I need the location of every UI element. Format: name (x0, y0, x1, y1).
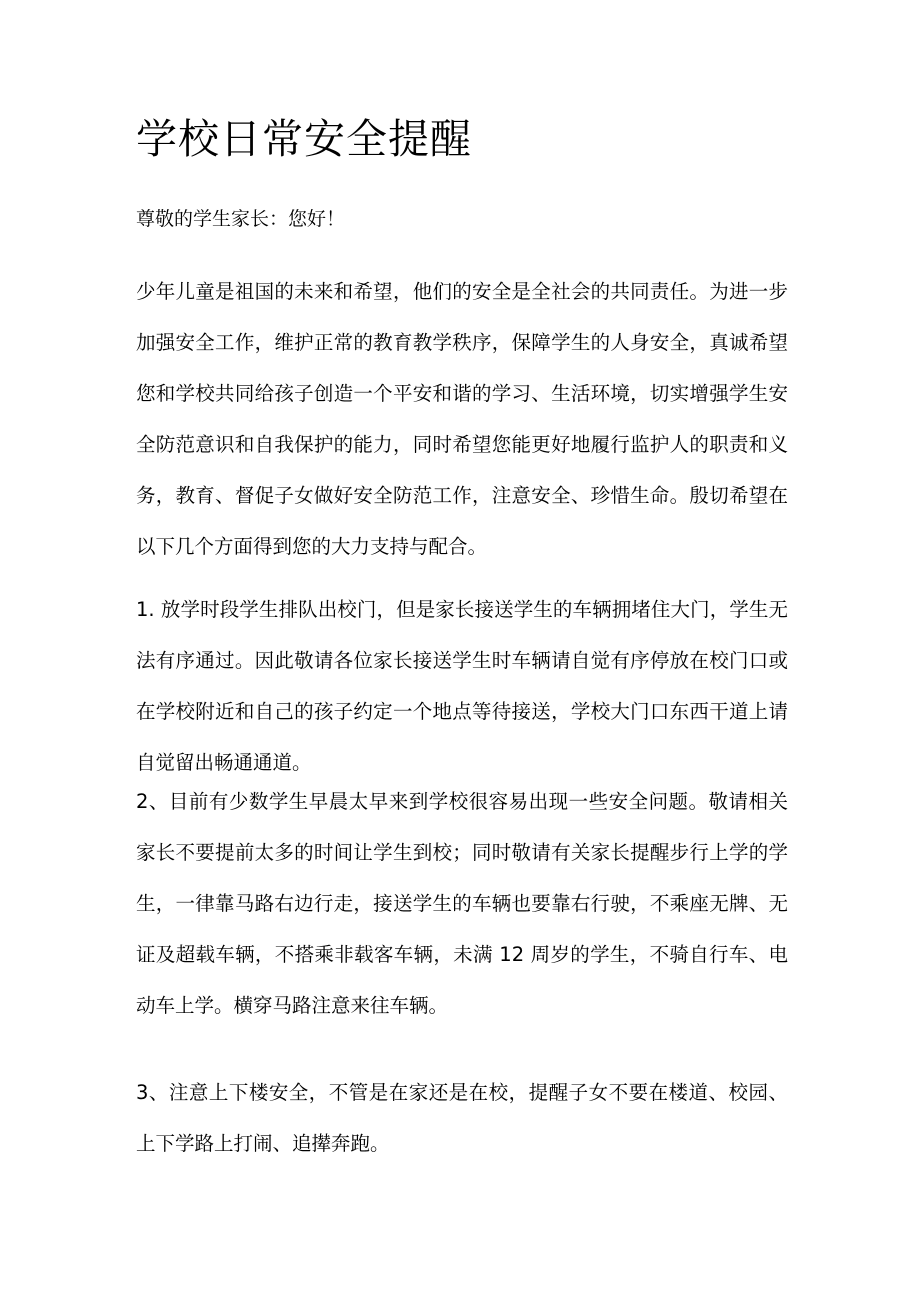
document-title: 学校日常安全提醒 (136, 115, 472, 163)
intro-paragraph: 少年儿童是祖国的未来和希望，他们的安全是全社会的共同责任。为进一步加强安全工作，维护正常的教育教学秩序，保障学生的人身安全，真诚希望您和学校共同给孩子创造一个平安和谐的学习、生活环境，切实增强学生安全防范意识和自我保护的能力，同时希望您能更好地履行监护人的职责和义务，教育、督促子女做好安全防范工作，注意安全、珍惜生命。殷切希望在以下几个方面得到您的大力支持与配合。 (136, 280, 788, 558)
greeting-line: 尊敬的学生家长：您好！ (136, 208, 346, 230)
safety-item-1: 1. 放学时段学生排队出校门，但是家长接送学生的车辆拥堵住大门，学生无法有序通过。因此敬请各位家长接送学生时车辆请自觉有序停放在校门口或在学校附近和自己的孩子约定一个地点等待接送，学校大门口东西干道上请自觉留出畅通通道。 (136, 598, 788, 774)
safety-item-2: 2、目前有少数学生早晨太早来到学校很容易出现一些安全问题。敬请相关家长不要提前太多的时间让学生到校；同时敬请有关家长提醒步行上学的学生，一律靠马路右边行走，接送学生的车辆也要靠右行驶，不乘座无牌、无证及超载车辆，不搭乘非载客车辆，未满 12 周岁的学生，不骑自行车、电动车上学。横穿马路注意来往车辆。 (136, 790, 788, 1017)
safety-item-3: 3、注意上下楼安全，不管是在家还是在校，提醒子女不要在楼道、校园、上下学路上打闹、追撵奔跑。 (136, 1081, 788, 1155)
